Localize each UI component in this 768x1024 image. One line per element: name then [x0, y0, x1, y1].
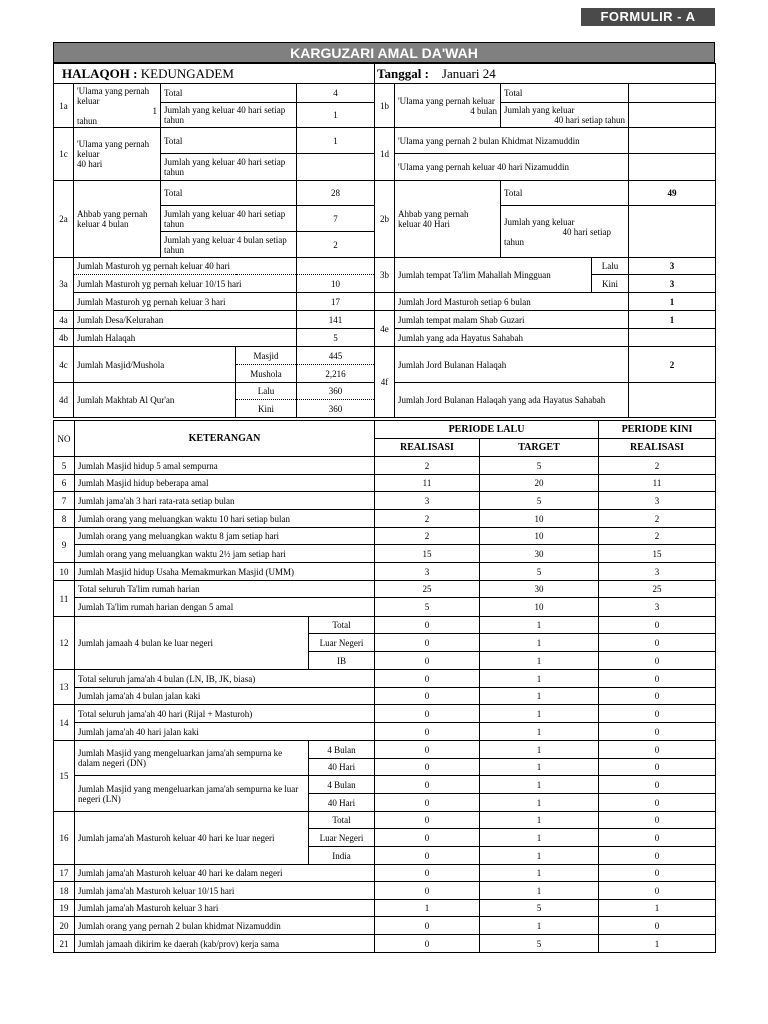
value-1d-khidmat — [629, 128, 716, 154]
label-1d-40hari: 'Ulama yang pernah keluar 40 hari Nizamuddin — [395, 154, 629, 181]
label-1b-total: Total — [501, 84, 629, 103]
table-cell: 30 — [480, 581, 599, 598]
value-3b-jord: 1 — [629, 293, 716, 311]
label-2a-4bulan: Jumlah yang keluar 4 bulan setiap tahun — [161, 232, 297, 258]
label-1c-total: Total — [161, 128, 297, 154]
table-cell: 20 — [54, 917, 75, 935]
value-3b-kini: 3 — [629, 275, 716, 293]
desc-2b: Ahbab yang pernah keluar 40 Hari — [395, 181, 501, 258]
label-2b-total: Total — [501, 181, 629, 206]
table-cell: 3 — [599, 492, 716, 510]
col-periode-lalu: PERIODE LALU — [375, 421, 599, 439]
table-cell: 10 — [480, 528, 599, 545]
label-1a-40hari: Jumlah yang keluar 40 hari setiap tahun — [161, 103, 297, 128]
code-2b: 2b — [375, 181, 395, 258]
table-cell: 0 — [599, 865, 716, 882]
table-cell: India — [309, 847, 375, 865]
table-cell: 10 — [480, 510, 599, 528]
value-2a-total: 28 — [297, 181, 375, 206]
table-cell: Jumlah Masjid hidup 5 amal sempurna — [75, 457, 375, 475]
label-4f-jord: Jumlah Jord Bulanan Halaqah — [395, 347, 629, 383]
table-cell: 14 — [54, 705, 75, 741]
table-row — [54, 670, 716, 688]
table-cell: Total — [309, 812, 375, 829]
realisasi-table — [53, 420, 716, 953]
table-cell: 2 — [375, 528, 480, 545]
table-cell: 0 — [375, 829, 480, 847]
table-cell: 25 — [599, 581, 716, 598]
table-cell: Jumlah orang yang meluangkan waktu 10 hari setiap bulan — [75, 510, 375, 528]
table-row — [54, 741, 716, 759]
table-cell: 20 — [480, 475, 599, 492]
table-cell: 6 — [54, 475, 75, 492]
value-4c-masjid: 445 — [297, 347, 375, 365]
table-cell: Jumlah Ta'lim rumah harian dengan 5 amal — [75, 598, 375, 617]
table-cell: 1 — [480, 917, 599, 935]
table-cell: 0 — [599, 917, 716, 935]
label-4c: Jumlah Masjid/Mushola — [74, 347, 236, 383]
label-4d: Jumlah Makhtab Al Qur'an — [74, 383, 236, 418]
label-3a-1015hari: Jumlah Masturoh yg pernah keluar 10/15 hari — [74, 275, 297, 293]
table-cell: 1 — [480, 794, 599, 812]
table-cell: 0 — [375, 688, 480, 705]
label-1b-40hari: Jumlah yang keluar 40 hari setiap tahun — [501, 103, 629, 128]
value-1a-40hari: 1 — [297, 103, 375, 128]
sub-4d-kini: Kini — [236, 400, 297, 418]
table-cell: 1 — [480, 705, 599, 723]
table-cell: 3 — [375, 563, 480, 581]
code-1a: 1a — [54, 84, 74, 128]
value-4c-mushola: 2,216 — [297, 365, 375, 383]
table-cell: 0 — [599, 847, 716, 865]
form-tag: FORMULIR - A — [581, 8, 715, 26]
table-cell: 5 — [480, 900, 599, 917]
label-3a-3hari: Jumlah Masturoh yg pernah keluar 3 hari — [74, 293, 297, 311]
table-cell: 1 — [599, 935, 716, 953]
table-row — [54, 688, 716, 705]
table-row — [54, 812, 716, 829]
table-cell: 30 — [480, 545, 599, 563]
code-4a: 4a — [54, 311, 74, 329]
table-cell: 0 — [599, 776, 716, 794]
table-cell: 15 — [375, 545, 480, 563]
table-cell: 11 — [375, 475, 480, 492]
table-cell: 4 Bulan — [309, 776, 375, 794]
table-cell: 18 — [54, 882, 75, 900]
table-cell: 1 — [480, 741, 599, 759]
table-cell: 1 — [480, 670, 599, 688]
table-row — [54, 563, 716, 581]
value-2a-4bulan: 2 — [297, 232, 375, 258]
value-2b-total: 49 — [629, 181, 716, 206]
table-cell: 2 — [599, 510, 716, 528]
table-cell: 0 — [375, 652, 480, 670]
table-cell: Jumlah orang yang pernah 2 bulan khidmat Nizamuddin — [75, 917, 375, 935]
table-cell: 0 — [375, 617, 480, 634]
table-cell: 1 — [480, 829, 599, 847]
table-cell: 0 — [375, 882, 480, 900]
table-cell: 5 — [480, 457, 599, 475]
table-cell: Jumlah orang yang meluangkan waktu 8 jam setiap hari — [75, 528, 375, 545]
table-row — [54, 723, 716, 741]
table-cell: Jumlah Masjid hidup Usaha Memakmurkan Masjid (UMM) — [75, 563, 375, 581]
value-4b: 5 — [297, 329, 375, 347]
table-cell: 0 — [375, 935, 480, 953]
col-realisasi-lalu: REALISASI — [375, 439, 480, 457]
code-4e: 4e — [375, 311, 395, 347]
value-3a-3hari: 17 — [297, 293, 375, 311]
table-cell: Jumlah orang yang meluangkan waktu 2½ jam setiap hari — [75, 545, 375, 563]
table-cell: 2 — [599, 457, 716, 475]
table-cell: Jumlah jama'ah Masturoh keluar 10/15 hari — [75, 882, 375, 900]
table-cell: 0 — [375, 812, 480, 829]
label-2a-40hari: Jumlah yang keluar 40 hari setiap tahun — [161, 206, 297, 232]
table-row — [54, 776, 716, 794]
table-cell: 0 — [599, 652, 716, 670]
table-cell: Jumlah jama'ah Masturoh keluar 40 hari ke dalam negeri — [75, 865, 375, 882]
label-4f-hayatus: Jumlah Jord Bulanan Halaqah yang ada Hayatus Sahabah — [395, 383, 629, 418]
table-cell: 10 — [54, 563, 75, 581]
table-cell: 0 — [375, 917, 480, 935]
label-4e-hayatus: Jumlah yang ada Hayatus Sahabah — [395, 329, 629, 347]
value-4e-hayatus — [629, 329, 716, 347]
table-cell: 0 — [375, 634, 480, 652]
table-cell: 1 — [480, 865, 599, 882]
table-cell: 0 — [599, 723, 716, 741]
table-cell: 1 — [599, 900, 716, 917]
table-row — [54, 705, 716, 723]
table-cell: 0 — [599, 829, 716, 847]
table-cell: 5 — [480, 563, 599, 581]
value-1a-total: 4 — [297, 84, 375, 103]
sub-4c-mushola: Mushola — [236, 365, 297, 383]
table-cell: 0 — [375, 723, 480, 741]
table-row — [54, 492, 716, 510]
sub-4d-lalu: Lalu — [236, 383, 297, 400]
table-cell: Jumlah jamaah 4 bulan ke luar negeri — [75, 617, 309, 670]
table-cell: 1 — [480, 812, 599, 829]
label-2a-total: Total — [161, 181, 297, 206]
label-3a-40hari: Jumlah Masturoh yg pernah keluar 40 hari — [74, 258, 297, 275]
table-cell: 40 Hari — [309, 794, 375, 812]
value-3a-1015hari: 10 — [297, 275, 375, 293]
table-cell: 0 — [375, 759, 480, 776]
label-1c-40hari: Jumlah yang keluar 40 hari setiap tahun — [161, 154, 297, 181]
table-cell: 40 Hari — [309, 759, 375, 776]
table-cell: 3 — [375, 492, 480, 510]
desc-1a: 'Ulama yang pernah keluar 1 tahun — [74, 84, 161, 128]
table-cell: Luar Negeri — [309, 829, 375, 847]
value-4d-lalu: 360 — [297, 383, 375, 400]
code-4b: 4b — [54, 329, 74, 347]
label-3b-jord: Jumlah Jord Masturoh setiap 6 bulan — [395, 293, 629, 311]
table-cell: 5 — [54, 457, 75, 475]
code-1b: 1b — [375, 84, 395, 128]
table-row — [54, 457, 716, 475]
table-cell: 0 — [599, 688, 716, 705]
table-cell: 0 — [375, 794, 480, 812]
table-cell: 0 — [375, 670, 480, 688]
desc-2a: Ahbab yang pernah keluar 4 bulan — [74, 181, 161, 258]
table-cell: 2 — [375, 510, 480, 528]
table-cell: Total seluruh jama'ah 4 bulan (LN, IB, JK, biasa) — [75, 670, 375, 688]
table-cell: Jumlah jama'ah 40 hari jalan kaki — [75, 723, 375, 741]
table-cell: 3 — [599, 563, 716, 581]
table-cell: Luar Negeri — [309, 634, 375, 652]
value-4f-jord: 2 — [629, 347, 716, 383]
table-cell: 2 — [375, 457, 480, 475]
table-cell: 0 — [599, 705, 716, 723]
table-cell: Jumlah Masjid yang mengeluarkan jama'ah sempurna ke luar negeri (LN) — [75, 776, 309, 812]
desc-1b: 'Ulama yang pernah keluar 4 bulan — [395, 84, 501, 128]
table-row — [54, 617, 716, 634]
value-1c-total: 1 — [297, 128, 375, 154]
value-4f-hayatus — [629, 383, 716, 418]
table-cell: 1 — [480, 688, 599, 705]
table-cell: 1 — [480, 652, 599, 670]
table-cell: Total seluruh jama'ah 40 hari (Rijal + Masturoh) — [75, 705, 375, 723]
table-cell: 0 — [375, 776, 480, 794]
table-cell: 1 — [375, 900, 480, 917]
table-cell: 7 — [54, 492, 75, 510]
value-3a-40hari — [297, 258, 375, 275]
table-cell: 19 — [54, 900, 75, 917]
code-1c: 1c — [54, 128, 74, 181]
table-cell: 9 — [54, 528, 75, 563]
tanggal-label: Tanggal : — [377, 65, 429, 81]
table-cell: 21 — [54, 935, 75, 953]
table-cell: 16 — [54, 812, 75, 865]
sub-3b-lalu: Lalu — [592, 258, 629, 275]
table-cell: 5 — [480, 492, 599, 510]
table-cell: 5 — [480, 935, 599, 953]
code-1d: 1d — [375, 128, 395, 181]
label-1a-total: Total — [161, 84, 297, 103]
table-cell: 15 — [599, 545, 716, 563]
value-1b-total — [629, 84, 716, 103]
value-3b-lalu: 3 — [629, 258, 716, 275]
table-row — [54, 900, 716, 917]
table-row — [54, 581, 716, 598]
table-cell: 1 — [480, 776, 599, 794]
table-cell: 0 — [375, 865, 480, 882]
table-cell: 0 — [599, 634, 716, 652]
table-cell: 0 — [375, 741, 480, 759]
table-row — [54, 598, 716, 617]
table-cell: 11 — [54, 581, 75, 617]
col-no: NO — [54, 421, 75, 457]
code-4f: 4f — [375, 347, 395, 418]
table-cell: Jumlah Masjid yang mengeluarkan jama'ah sempurna ke dalam negeri (DN) — [75, 741, 309, 776]
form-title: KARGUZARI AMAL DA'WAH — [53, 42, 715, 63]
value-1c-40hari — [297, 154, 375, 181]
code-3b: 3b — [375, 258, 395, 293]
sub-3b-kini: Kini — [592, 275, 629, 293]
table-row — [54, 475, 716, 492]
value-4e-shab: 1 — [629, 311, 716, 329]
table-row — [54, 528, 716, 545]
table-cell: 1 — [480, 723, 599, 741]
code-4c: 4c — [54, 347, 74, 383]
table-cell: Jumlah jama'ah 4 bulan jalan kaki — [75, 688, 375, 705]
code-2a: 2a — [54, 181, 74, 258]
sub-4c-masjid: Masjid — [236, 347, 297, 365]
table-row — [54, 882, 716, 900]
label-4b: Jumlah Halaqah — [74, 329, 297, 347]
table-cell: 0 — [599, 741, 716, 759]
table-cell: 0 — [599, 759, 716, 776]
table-cell: Jumlah jama'ah 3 hari rata-rata setiap bulan — [75, 492, 375, 510]
table-cell: 2 — [599, 528, 716, 545]
value-4d-kini: 360 — [297, 400, 375, 418]
table-cell: 15 — [54, 741, 75, 812]
col-target: TARGET — [480, 439, 599, 457]
tanggal-value: Januari 24 — [441, 65, 496, 81]
value-4a: 141 — [297, 311, 375, 329]
label-2b-40hari: Jumlah yang keluar 40 hari setiap tahun — [501, 206, 629, 258]
label-3b-mahallah: Jumlah tempat Ta'lim Mahallah Mingguan — [395, 258, 592, 293]
desc-1c: 'Ulama yang pernah keluar 40 hari — [74, 128, 161, 181]
table-cell: 4 Bulan — [309, 741, 375, 759]
table-cell: 5 — [375, 598, 480, 617]
code-3b-blank — [375, 293, 395, 311]
table-cell: 25 — [375, 581, 480, 598]
halaqoh-cell — [54, 64, 375, 84]
table-cell: Jumlah jamaah dikirim ke daerah (kab/prov) kerja sama — [75, 935, 375, 953]
halaqoh-label: HALAQOH : — [62, 65, 138, 81]
table-row — [54, 935, 716, 953]
col-realisasi-kini: REALISASI — [599, 439, 716, 457]
code-4d: 4d — [54, 383, 74, 418]
summary-table — [53, 83, 716, 418]
col-keterangan: KETERANGAN — [75, 421, 375, 457]
label-1d-khidmat: 'Ulama yang pernah 2 bulan Khidmat Nizamuddin — [395, 128, 629, 154]
table-cell: Jumlah jama'ah Masturoh keluar 3 hari — [75, 900, 375, 917]
table-cell: 1 — [480, 847, 599, 865]
halaqoh-value: KEDUNGADEM — [140, 65, 234, 81]
value-1d-40hari — [629, 154, 716, 181]
table-cell: Total seluruh Ta'lim rumah harian — [75, 581, 375, 598]
table-cell: 1 — [480, 617, 599, 634]
value-2b-40hari — [629, 206, 716, 258]
table-cell: 13 — [54, 670, 75, 705]
code-3a: 3a — [54, 258, 74, 311]
table-cell: Jumlah Masjid hidup beberapa amal — [75, 475, 375, 492]
table-cell: Total — [309, 617, 375, 634]
table-cell: 0 — [599, 670, 716, 688]
table-row — [54, 865, 716, 882]
table-cell: 1 — [480, 634, 599, 652]
col-periode-kini: PERIODE KINI — [599, 421, 716, 439]
value-1b-40hari — [629, 103, 716, 128]
table-cell: 0 — [599, 882, 716, 900]
table-cell: 0 — [599, 617, 716, 634]
header-table — [53, 63, 716, 84]
table-cell: 10 — [480, 598, 599, 617]
table-cell: 0 — [599, 794, 716, 812]
table-cell: Jumlah jama'ah Masturoh keluar 40 hari ke luar negeri — [75, 812, 309, 865]
table-cell: 12 — [54, 617, 75, 670]
table-cell: 17 — [54, 865, 75, 882]
label-4a: Jumlah Desa/Kelurahan — [74, 311, 297, 329]
tanggal-cell — [375, 64, 716, 84]
table-cell: 3 — [599, 598, 716, 617]
table-cell: 11 — [599, 475, 716, 492]
value-2a-40hari: 7 — [297, 206, 375, 232]
table-row — [54, 545, 716, 563]
table-row — [54, 510, 716, 528]
table-cell: 1 — [480, 882, 599, 900]
table-row — [54, 917, 716, 935]
table-cell: 1 — [480, 759, 599, 776]
table-cell: IB — [309, 652, 375, 670]
table-cell: 0 — [599, 812, 716, 829]
table-cell: 0 — [375, 705, 480, 723]
table-cell: 0 — [375, 847, 480, 865]
label-4e-shab: Jumlah tempat malam Shab Guzari — [395, 311, 629, 329]
table-cell: 8 — [54, 510, 75, 528]
